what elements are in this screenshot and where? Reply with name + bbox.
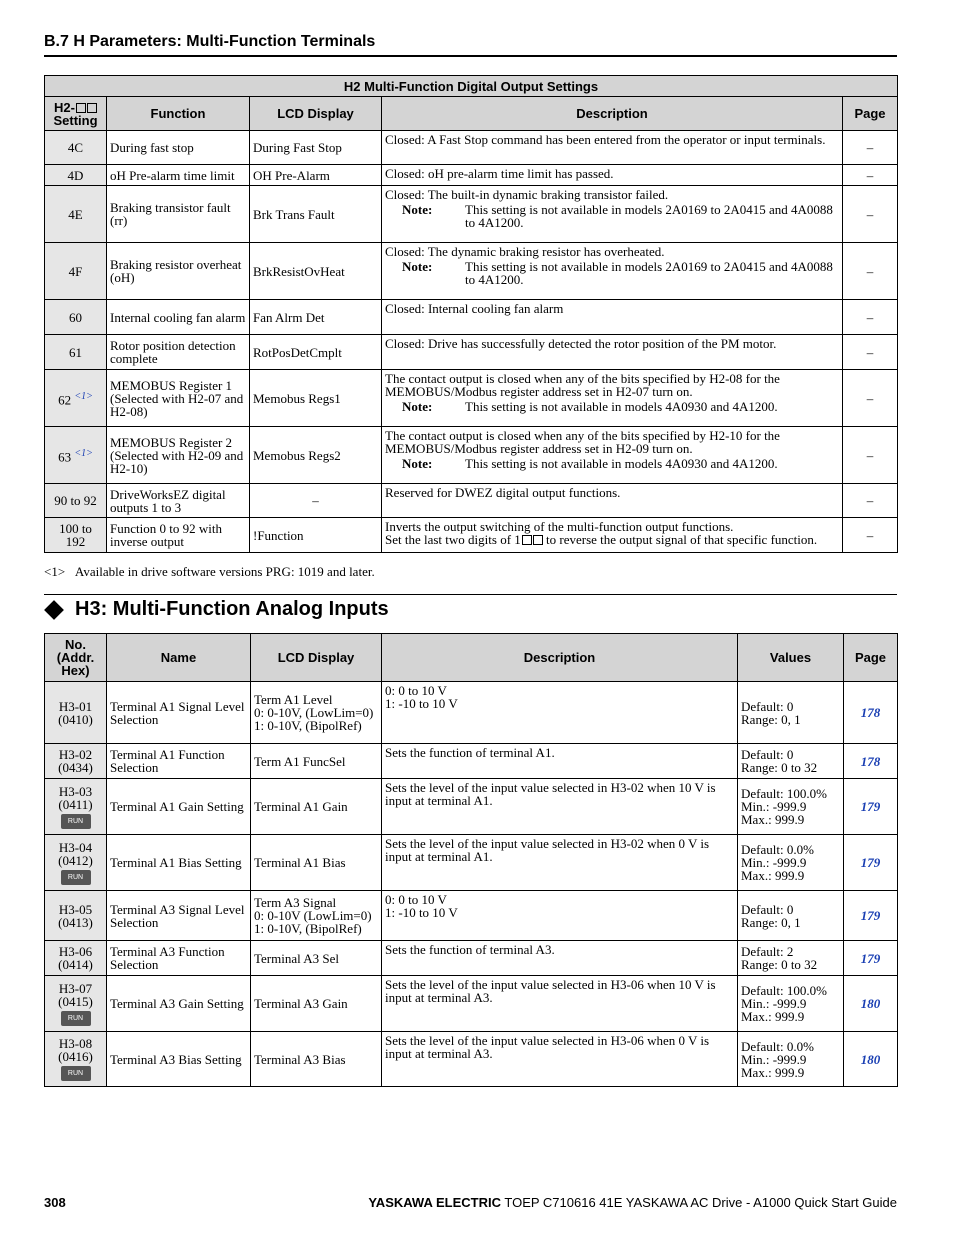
setting-cell xyxy=(45,300,107,335)
column-header-setting: H2- Setting xyxy=(45,97,107,131)
name-cell: Terminal A3 Function Selection xyxy=(107,941,251,976)
name-cell: Terminal A3 Gain Setting xyxy=(107,976,251,1032)
h3-table-body xyxy=(45,682,898,1087)
note-label: Note: xyxy=(402,399,433,414)
setting-cell xyxy=(45,370,107,427)
number-cell xyxy=(45,1032,107,1087)
description-text: Closed: A Fast Stop command has been entered from the operator or input terminals. xyxy=(385,132,826,147)
description-cell: Sets the level of the input value selected in H3-06 when 10 V is input at terminal A3. xyxy=(382,976,738,1032)
name-cell: Terminal A1 Function Selection xyxy=(107,744,251,779)
setting-value: 4C xyxy=(67,140,84,155)
lcd-cell: Brk Trans Fault xyxy=(250,186,382,243)
param-address: (0414) xyxy=(58,957,93,972)
number-cell xyxy=(45,682,107,744)
param-number: H3-08 xyxy=(58,1036,93,1051)
page-link[interactable]: 179 xyxy=(844,779,898,835)
lcd-cell: Fan Alrm Det xyxy=(250,300,382,335)
description-cell xyxy=(382,484,843,518)
run-icon: RUN xyxy=(61,870,91,885)
table-row xyxy=(45,131,898,165)
note-text: This setting is not available in models 4A0930 and 4A1200. xyxy=(465,399,778,414)
values-cell: Default: 0 Range: 0, 1 xyxy=(738,682,844,744)
param-number: H3-05 xyxy=(58,901,93,917)
page-cell: – xyxy=(843,370,898,427)
description-cell: Sets the level of the input value selected in H3-02 when 10 V is input at terminal A1. xyxy=(382,779,738,835)
note xyxy=(385,457,839,470)
column-header-page: Page xyxy=(844,634,898,682)
name-cell: Terminal A3 Bias Setting xyxy=(107,1032,251,1087)
description-cell xyxy=(382,427,843,484)
table-row xyxy=(45,891,898,941)
description-text-2: Set the last two digits of 1 to reverse the output signal of that specific function. xyxy=(385,532,818,547)
values-cell: Default: 0 Range: 0, 1 xyxy=(738,891,844,941)
run-icon: RUN xyxy=(61,1066,91,1081)
run-icon: RUN xyxy=(61,814,91,829)
description-text: Closed: oH pre-alarm time limit has passed. xyxy=(385,166,614,181)
note-label: Note: xyxy=(402,202,433,217)
page-cell: – xyxy=(843,186,898,243)
description-cell xyxy=(382,370,843,427)
footnote-text: Available in drive software versions PRG: 1019 and later. xyxy=(74,564,375,579)
description-cell: Sets the level of the input value selected in H3-06 when 0 V is input at terminal A3. xyxy=(382,1032,738,1087)
page-link[interactable]: 180 xyxy=(844,976,898,1032)
lcd-cell: Memobus Regs1 xyxy=(250,370,382,427)
description-cell xyxy=(382,165,843,186)
note xyxy=(385,400,839,413)
description-cell xyxy=(382,335,843,370)
description-text: The contact output is closed when any of the bits specified by H2-10 for the MEMOBUS/Modbus register address set in H2-09 turn on. xyxy=(385,428,780,456)
setting-value: 62 xyxy=(58,392,72,408)
description-cell xyxy=(382,243,843,300)
param-address: (0412) xyxy=(58,852,93,868)
description-cell: Sets the function of terminal A1. xyxy=(382,744,738,779)
h2-table-body xyxy=(45,131,898,553)
table-row xyxy=(45,976,898,1032)
lcd-cell: Term A3 Signal 0: 0-10V (LowLim=0) 1: 0-10V, (BipolRef) xyxy=(251,891,382,941)
description-text: Closed: Internal cooling fan alarm xyxy=(385,301,564,316)
table-row xyxy=(45,370,898,427)
description-text: Closed: The built-in dynamic braking transistor failed. xyxy=(385,187,669,202)
table-row xyxy=(45,518,898,553)
function-cell: Braking transistor fault (rr) xyxy=(107,186,250,243)
setting-value: 4D xyxy=(67,167,84,183)
description-cell: 0: 0 to 10 V 1: -10 to 10 V xyxy=(382,682,738,744)
setting-value: 90 to 92 xyxy=(54,493,97,508)
table-row xyxy=(45,186,898,243)
note-label: Note: xyxy=(402,456,433,471)
description-text: Inverts the output switching of the multi-function output functions. xyxy=(385,519,734,534)
param-number: H3-07 xyxy=(58,980,93,996)
function-cell: Function 0 to 92 with inverse output xyxy=(107,518,250,553)
values-cell: Default: 0.0% Min.: -999.9 Max.: 999.9 xyxy=(738,1032,844,1087)
h2-digital-output-table xyxy=(44,75,898,553)
setting-value: 61 xyxy=(69,344,82,360)
description-cell xyxy=(382,518,843,553)
diamond-bullet-icon xyxy=(44,600,64,620)
column-header-page: Page xyxy=(843,97,898,131)
footer-doc: TOEP C710616 41E YASKAWA AC Drive - A1000 Quick Start Guide xyxy=(501,1195,897,1210)
table-row xyxy=(45,744,898,779)
number-cell xyxy=(45,976,107,1032)
values-cell: Default: 2 Range: 0 to 32 xyxy=(738,941,844,976)
h3-section-title-text: H3: Multi-Function Analog Inputs xyxy=(75,598,389,620)
setting-cell xyxy=(45,518,107,553)
h3-section-title xyxy=(44,598,389,621)
description-cell: Sets the level of the input value selected in H3-02 when 0 V is input at terminal A1. xyxy=(382,835,738,891)
page-link[interactable]: 179 xyxy=(844,835,898,891)
description-text: Closed: Drive has successfully detected the rotor position of the PM motor. xyxy=(385,336,777,351)
function-cell: MEMOBUS Register 2 (Selected with H2-09 and H2-10) xyxy=(107,427,250,484)
table-row xyxy=(45,427,898,484)
setting-cell xyxy=(45,165,107,186)
lcd-cell: Terminal A1 Bias xyxy=(251,835,382,891)
function-cell: DriveWorksEZ digital outputs 1 to 3 xyxy=(107,484,250,518)
setting-cell xyxy=(45,427,107,484)
description-text: Closed: The dynamic braking resistor has overheated. xyxy=(385,244,665,259)
page-cell: – xyxy=(843,427,898,484)
table-row xyxy=(45,682,898,744)
setting-value: 4E xyxy=(68,206,83,222)
page-link[interactable]: 178 xyxy=(844,744,898,779)
setting-cell xyxy=(45,131,107,165)
table-row xyxy=(45,484,898,518)
table-row xyxy=(45,1032,898,1087)
lcd-cell: Term A1 FuncSel xyxy=(251,744,382,779)
column-header-name: Name xyxy=(107,634,251,682)
param-number: H3-04 xyxy=(58,839,93,855)
column-header-lcd: LCD Display xyxy=(251,634,382,682)
page-cell: – xyxy=(843,300,898,335)
lcd-cell: Term A1 Level 0: 0-10V, (LowLim=0) 1: 0-10V, (BipolRef) xyxy=(251,682,382,744)
section-header: B.7 H Parameters: Multi-Function Terminals xyxy=(44,33,376,50)
footnote xyxy=(44,564,375,580)
function-cell: oH Pre-alarm time limit xyxy=(107,165,250,186)
setting-value: 4F xyxy=(68,263,83,279)
column-header-values: Values xyxy=(738,634,844,682)
function-cell: During fast stop xyxy=(107,131,250,165)
lcd-cell: !Function xyxy=(250,518,382,553)
page-number: 308 xyxy=(44,1195,66,1210)
lcd-cell: Terminal A3 Sel xyxy=(251,941,382,976)
number-cell xyxy=(45,835,107,891)
page-link[interactable]: 179 xyxy=(844,941,898,976)
column-header-description: Description xyxy=(382,634,738,682)
note xyxy=(385,203,839,229)
note-text: This setting is not available in models 2A0169 to 2A0415 and 4A0088 to 4A1200. xyxy=(465,202,833,230)
lcd-cell: Terminal A3 Bias xyxy=(251,1032,382,1087)
note-text: This setting is not available in models 4A0930 and 4A1200. xyxy=(465,456,778,471)
page-cell: – xyxy=(843,518,898,553)
table-row xyxy=(45,835,898,891)
lcd-cell: RotPosDetCmplt xyxy=(250,335,382,370)
lcd-cell: BrkResistOvHeat xyxy=(250,243,382,300)
footer-brand: YASKAWA ELECTRIC xyxy=(368,1195,501,1210)
footnote-ref[interactable]: <1> xyxy=(74,447,93,459)
param-number: H3-03 xyxy=(58,783,93,799)
table-row xyxy=(45,941,898,976)
function-cell: Rotor position detection complete xyxy=(107,335,250,370)
lcd-cell: Terminal A3 Gain xyxy=(251,976,382,1032)
number-cell xyxy=(45,891,107,941)
number-cell xyxy=(45,779,107,835)
description-text: Reserved for DWEZ digital output functions. xyxy=(385,485,621,500)
values-cell: Default: 0.0% Min.: -999.9 Max.: 999.9 xyxy=(738,835,844,891)
column-header-function: Function xyxy=(107,97,250,131)
page-link[interactable]: 178 xyxy=(844,682,898,744)
param-address: (0434) xyxy=(58,760,93,775)
param-address: (0415) xyxy=(58,993,93,1009)
table-row xyxy=(45,300,898,335)
table-row xyxy=(45,165,898,186)
lcd-cell: – xyxy=(250,484,382,518)
footnote-marker: <1> xyxy=(44,564,66,579)
section-divider xyxy=(44,594,897,595)
description-cell: 0: 0 to 10 V 1: -10 to 10 V xyxy=(382,891,738,941)
param-address: (0413) xyxy=(58,914,93,930)
lcd-cell: OH Pre-Alarm xyxy=(250,165,382,186)
h3-analog-input-table xyxy=(44,633,898,1087)
page-link[interactable]: 180 xyxy=(844,1032,898,1087)
section-header-rule xyxy=(44,55,897,57)
name-cell: Terminal A1 Signal Level Selection xyxy=(107,682,251,744)
name-cell: Terminal A1 Gain Setting xyxy=(107,779,251,835)
number-cell xyxy=(45,941,107,976)
page-link[interactable]: 179 xyxy=(844,891,898,941)
description-cell xyxy=(382,186,843,243)
column-header-no: No. (Addr. Hex) xyxy=(45,634,107,682)
setting-cell xyxy=(45,335,107,370)
param-address: (0410) xyxy=(58,711,93,727)
column-header-lcd: LCD Display xyxy=(250,97,382,131)
param-number: H3-02 xyxy=(58,747,93,762)
values-cell: Default: 0 Range: 0 to 32 xyxy=(738,744,844,779)
page-cell: – xyxy=(843,243,898,300)
param-number: H3-01 xyxy=(58,698,93,714)
lcd-cell: During Fast Stop xyxy=(250,131,382,165)
footer-doc-title xyxy=(368,1195,897,1210)
run-icon: RUN xyxy=(61,1011,91,1026)
function-cell: MEMOBUS Register 1 (Selected with H2-07 and H2-08) xyxy=(107,370,250,427)
lcd-cell: Terminal A1 Gain xyxy=(251,779,382,835)
values-cell: Default: 100.0% Min.: -999.9 Max.: 999.9 xyxy=(738,976,844,1032)
note xyxy=(385,260,839,286)
column-header-description: Description xyxy=(382,97,843,131)
param-address: (0416) xyxy=(58,1049,93,1064)
param-address: (0411) xyxy=(58,796,93,812)
values-cell: Default: 100.0% Min.: -999.9 Max.: 999.9 xyxy=(738,779,844,835)
description-cell: Sets the function of terminal A3. xyxy=(382,941,738,976)
table-row xyxy=(45,779,898,835)
page-cell: – xyxy=(843,484,898,518)
description-cell xyxy=(382,131,843,165)
name-cell: Terminal A1 Bias Setting xyxy=(107,835,251,891)
description-cell xyxy=(382,300,843,335)
number-cell xyxy=(45,744,107,779)
param-number: H3-06 xyxy=(58,944,93,959)
lcd-cell: Memobus Regs2 xyxy=(250,427,382,484)
table-row xyxy=(45,335,898,370)
page-cell: – xyxy=(843,165,898,186)
function-cell: Internal cooling fan alarm xyxy=(107,300,250,335)
note-text: This setting is not available in models 2A0169 to 2A0415 and 4A0088 to 4A1200. xyxy=(465,259,833,287)
setting-value: 60 xyxy=(69,309,82,325)
setting-cell xyxy=(45,484,107,518)
function-cell: Braking resistor overheat (oH) xyxy=(107,243,250,300)
setting-cell xyxy=(45,186,107,243)
table-row xyxy=(45,243,898,300)
footnote-ref[interactable]: <1> xyxy=(74,390,93,402)
setting-value: 63 xyxy=(58,449,72,465)
name-cell: Terminal A3 Signal Level Selection xyxy=(107,891,251,941)
page-cell: – xyxy=(843,131,898,165)
description-text: The contact output is closed when any of the bits specified by H2-08 for the MEMOBUS/Modbus register address set in H2-07 turn on. xyxy=(385,371,780,399)
table-caption: H2 Multi-Function Digital Output Settings xyxy=(45,76,898,97)
setting-cell xyxy=(45,243,107,300)
page-cell: – xyxy=(843,335,898,370)
setting-value: 100 to 192 xyxy=(59,521,92,549)
note-label: Note: xyxy=(402,259,433,274)
